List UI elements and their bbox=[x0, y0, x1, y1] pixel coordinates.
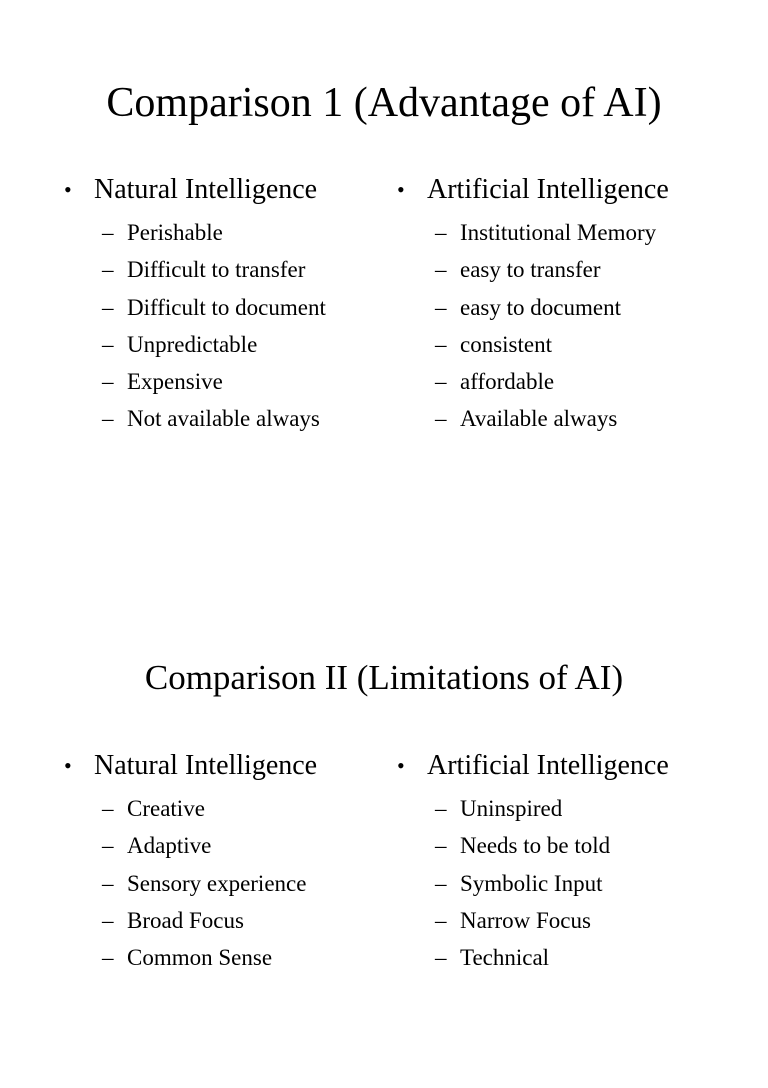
item-text: Symbolic Input bbox=[460, 870, 603, 896]
dash-icon: – bbox=[102, 331, 114, 357]
dash-icon: – bbox=[102, 369, 114, 395]
natural-intelligence-column bbox=[64, 750, 317, 976]
slide-advantages bbox=[0, 0, 768, 512]
slide-limitations bbox=[0, 576, 768, 1088]
dash-icon: – bbox=[102, 406, 114, 432]
list-item bbox=[64, 827, 317, 864]
artificial-intelligence-column bbox=[397, 750, 669, 976]
list-item bbox=[64, 939, 317, 976]
artificial-intelligence-column bbox=[397, 174, 669, 438]
item-text: Not available always bbox=[127, 406, 320, 432]
dash-icon: – bbox=[435, 220, 447, 245]
item-text: consistent bbox=[460, 331, 552, 357]
item-text: affordable bbox=[460, 369, 555, 395]
list-item bbox=[397, 326, 669, 363]
heading-text: Artificial Intelligence bbox=[427, 174, 669, 205]
list-item bbox=[397, 827, 669, 864]
list-item bbox=[64, 214, 326, 251]
list-item bbox=[397, 939, 669, 976]
dash-icon: – bbox=[102, 257, 114, 283]
bullet-icon: • bbox=[64, 177, 72, 202]
item-text: Uninspired bbox=[460, 796, 563, 821]
item-list bbox=[397, 214, 669, 438]
list-item bbox=[397, 400, 669, 437]
item-text: Narrow Focus bbox=[460, 907, 591, 933]
item-text: Unpredictable bbox=[127, 331, 258, 357]
bullet-icon: • bbox=[397, 177, 405, 202]
dash-icon: – bbox=[435, 331, 447, 357]
item-text: Common Sense bbox=[127, 945, 273, 971]
item-text: Difficult to transfer bbox=[127, 257, 306, 283]
item-text: Institutional Memory bbox=[460, 220, 657, 245]
dash-icon: – bbox=[435, 369, 447, 395]
dash-icon: – bbox=[102, 945, 114, 971]
item-text: Available always bbox=[460, 406, 618, 432]
column-heading bbox=[397, 174, 669, 206]
bullet-icon: • bbox=[64, 753, 72, 778]
natural-intelligence-column bbox=[64, 174, 326, 438]
dash-icon: – bbox=[435, 294, 447, 320]
item-list bbox=[64, 790, 317, 976]
dash-icon: – bbox=[102, 907, 114, 933]
dash-icon: – bbox=[435, 833, 447, 859]
dash-icon: – bbox=[435, 907, 447, 933]
item-list bbox=[64, 214, 326, 438]
item-text: easy to document bbox=[460, 294, 621, 320]
bullet-icon: • bbox=[397, 753, 405, 778]
dash-icon: – bbox=[435, 945, 447, 971]
heading-text: Natural Intelligence bbox=[94, 750, 318, 781]
column-heading bbox=[64, 750, 317, 782]
item-text: Broad Focus bbox=[127, 907, 244, 933]
dash-icon: – bbox=[435, 406, 447, 432]
heading-text: Artificial Intelligence bbox=[427, 750, 669, 781]
dash-icon: – bbox=[102, 796, 114, 821]
list-item bbox=[64, 790, 317, 827]
item-text: Perishable bbox=[127, 220, 223, 245]
list-item bbox=[64, 865, 317, 902]
list-item bbox=[397, 214, 669, 251]
list-item bbox=[64, 251, 326, 288]
slide-title: Comparison 1 (Advantage of AI) bbox=[106, 80, 662, 126]
list-item bbox=[397, 251, 669, 288]
heading-text: Natural Intelligence bbox=[94, 174, 318, 205]
item-text: Difficult to document bbox=[127, 294, 326, 320]
list-item bbox=[397, 865, 669, 902]
dash-icon: – bbox=[435, 796, 447, 821]
list-item bbox=[64, 363, 326, 400]
dash-icon: – bbox=[102, 220, 114, 245]
item-list bbox=[397, 790, 669, 976]
dash-icon: – bbox=[435, 870, 447, 896]
list-item bbox=[64, 902, 317, 939]
dash-icon: – bbox=[102, 833, 114, 859]
list-item bbox=[397, 902, 669, 939]
column-heading bbox=[64, 174, 326, 206]
list-item bbox=[64, 400, 326, 437]
item-text: Expensive bbox=[127, 369, 223, 395]
slide-title: Comparison II (Limitations of AI) bbox=[144, 658, 624, 697]
dash-icon: – bbox=[102, 294, 114, 320]
item-text: Technical bbox=[460, 945, 550, 971]
list-item bbox=[397, 790, 669, 827]
list-item bbox=[64, 326, 326, 363]
list-item bbox=[397, 363, 669, 400]
dash-icon: – bbox=[435, 257, 447, 283]
item-text: easy to transfer bbox=[460, 257, 601, 283]
column-heading bbox=[397, 750, 669, 782]
item-text: Sensory experience bbox=[127, 870, 307, 896]
list-item bbox=[64, 289, 326, 326]
list-item bbox=[397, 289, 669, 326]
item-text: Creative bbox=[127, 796, 205, 821]
dash-icon: – bbox=[102, 870, 114, 896]
item-text: Adaptive bbox=[127, 833, 212, 859]
item-text: Needs to be told bbox=[460, 833, 611, 859]
